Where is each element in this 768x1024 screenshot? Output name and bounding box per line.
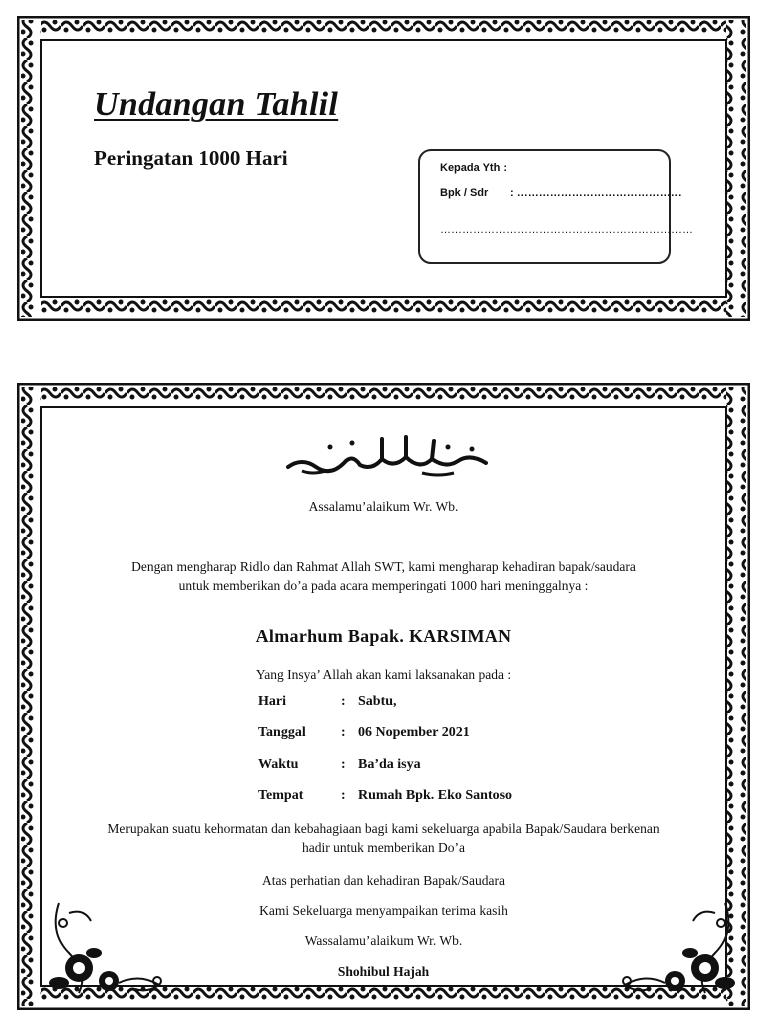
- detail-row-time: [258, 757, 421, 773]
- addressee-name-blank: : ………………………………………: [510, 187, 682, 199]
- invitation-subtitle: Peringatan 1000 Hari: [94, 146, 288, 170]
- closing-greeting: Wassalamu’alaikum Wr. Wb.: [304, 933, 463, 948]
- deceased-name: Almarhum Bapak. KARSIMAN: [255, 626, 512, 646]
- detail-label: Hari: [258, 694, 286, 709]
- detail-sep: :: [341, 694, 346, 709]
- address-box: [418, 149, 693, 264]
- detail-row-day: [258, 694, 397, 710]
- detail-value: 06 Nopember 2021: [358, 725, 470, 740]
- floral-ornament-icon: [39, 893, 169, 1003]
- announcement: Yang Insya’ Allah akan kami laksanakan pada :: [255, 667, 512, 682]
- detail-label: Waktu: [258, 757, 299, 772]
- invitation-title: Undangan Tahlil: [94, 86, 339, 123]
- addressee-label: Kepada Yth :: [440, 162, 508, 174]
- invitation-card: [17, 383, 750, 1010]
- detail-value: Rumah Bpk. Eko Santoso: [358, 788, 513, 803]
- addressee-name-row: [440, 187, 682, 199]
- greeting: Assalamu’alaikum Wr. Wb.: [308, 499, 459, 514]
- detail-value: Sabtu,: [358, 694, 397, 709]
- detail-row-place: [258, 788, 512, 804]
- detail-label: Tempat: [258, 788, 304, 803]
- floral-ornament-icon: [615, 893, 745, 1003]
- thanks-family: Kami Sekeluarga menyampaikan terima kasih: [259, 903, 508, 918]
- detail-sep: :: [341, 757, 346, 772]
- detail-label: Tanggal: [258, 725, 306, 740]
- addressee-name-label: Bpk / Sdr: [440, 187, 489, 199]
- detail-sep: :: [341, 725, 346, 740]
- addressee-second-line: ……………………………………………………………: [440, 224, 693, 236]
- bismillah-calligraphy-icon: [282, 433, 492, 477]
- envelope-card: [17, 16, 750, 321]
- signoff: Shohibul Hajah: [337, 964, 430, 979]
- detail-sep: :: [341, 788, 346, 803]
- detail-row-date: [258, 725, 470, 741]
- honor-paragraph: Merupakan suatu kehormatan dan kebahagiaan bagi kami sekeluarga apabila Bapak/Saudara berkenan hadir untuk memberikan Do’a: [107, 821, 660, 855]
- detail-value: Ba’da isya: [358, 757, 421, 772]
- intro-paragraph: Dengan mengharap Ridlo dan Rahmat Allah SWT, kami mengharap kehadiran bapak/saudara untuk memberikan do’a pada acara memperingati 1000 hari meninggalnya :: [131, 559, 636, 593]
- thanks-attention: Atas perhatian dan kehadiran Bapak/Saudara: [262, 873, 505, 888]
